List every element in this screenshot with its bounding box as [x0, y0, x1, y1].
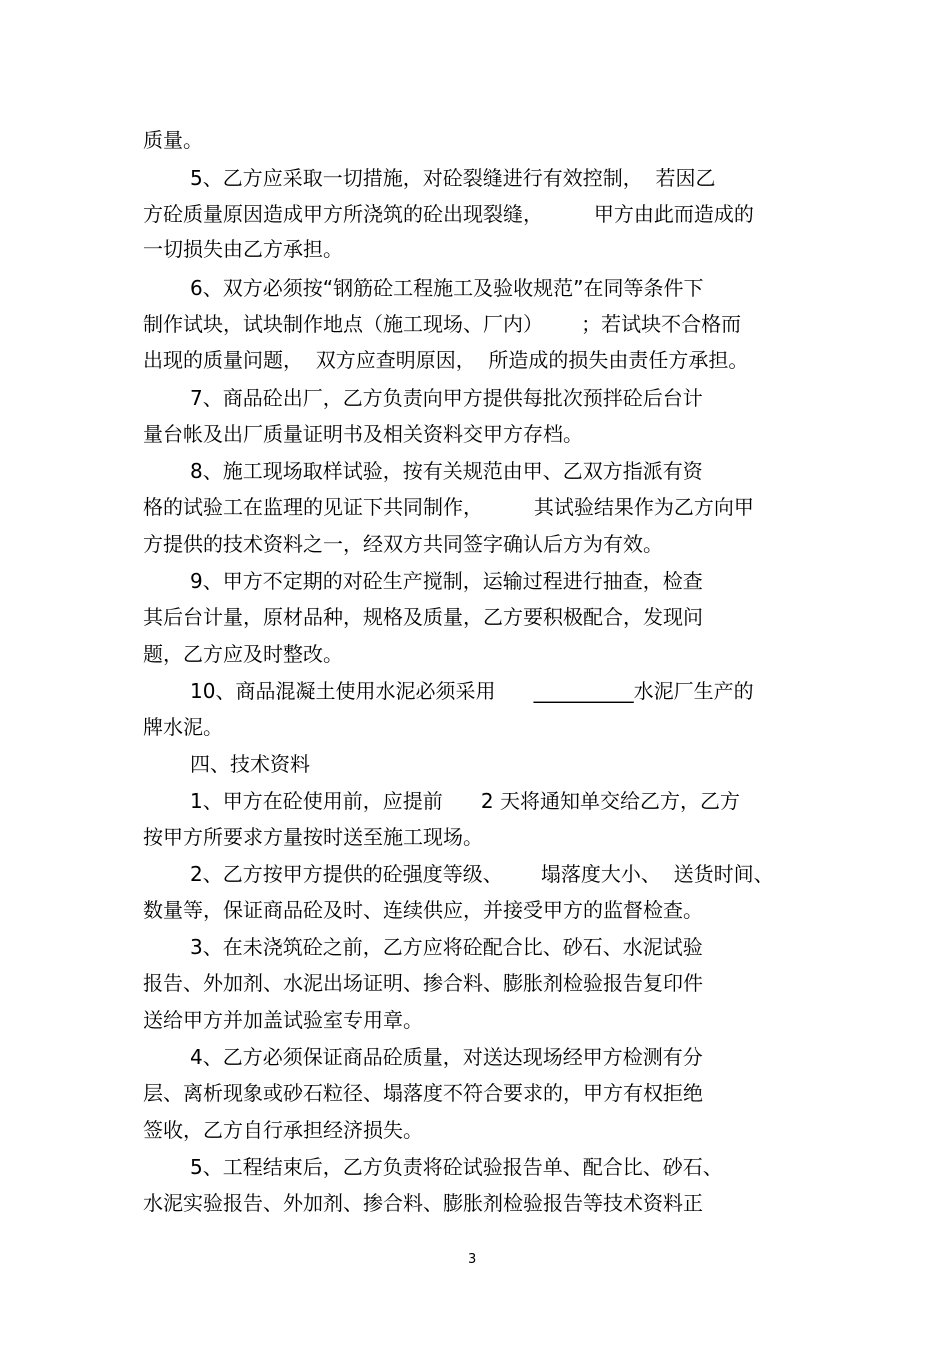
text-line: 按甲方所要求方量按时送至施工现场。 [143, 825, 483, 849]
text-line: 层、离析现象或砂石粒径、塌落度不符合要求的，甲方有权拒绝 [143, 1081, 703, 1105]
text-line: 1、甲方在砼使用前，应提前 2 天将通知单交给乙方，乙方 [190, 789, 740, 813]
text-line: 10、商品混凝土使用水泥必须采用 __________水泥厂生产的 [190, 679, 754, 703]
text-line: 水泥实验报告、外加剂、掺合料、膨胀剂检验报告等技术资料正 [143, 1191, 703, 1215]
text-line: 7、商品砼出厂，乙方负责向甲方提供每批次预拌砼后台计 [190, 386, 703, 410]
text-line: 6、双方必须按“钢筋砼工程施工及验收规范”在同等条件下 [190, 276, 704, 300]
text-line: 质量。 [143, 128, 203, 152]
text-line: 方提供的技术资料之一，经双方共同签字确认后方为有效。 [143, 532, 663, 556]
text-line: 2、乙方按甲方提供的砼强度等级、 塌落度大小、 送货时间、 [190, 862, 774, 886]
text-line: 9、甲方不定期的对砼生产搅制，运输过程进行抽查，检查 [190, 569, 703, 593]
text-line: 4、乙方必须保证商品砼质量，对送达现场经甲方检测有分 [190, 1045, 703, 1069]
text-line: 5、工程结束后，乙方负责将砼试验报告单、配合比、砂石、 [190, 1155, 723, 1179]
text-line: 出现的质量问题， 双方应查明原因， 所造成的损失由责任方承担。 [143, 348, 749, 372]
text-line: 报告、外加剂、水泥出场证明、掺合料、膨胀剂检验报告复印件 [143, 971, 703, 995]
text-line: 一切损失由乙方承担。 [143, 237, 343, 261]
text-line: 制作试块，试块制作地点（施工现场、厂内） ；若试块不合格而 [143, 312, 742, 336]
text-line: 3、在未浇筑砼之前，乙方应将砼配合比、砂石、水泥试验 [190, 935, 703, 959]
text-line: 牌水泥。 [143, 715, 223, 739]
text-line: 题，乙方应及时整改。 [143, 642, 343, 666]
text-line: 8、施工现场取样试验，按有关规范由甲、乙双方指派有资 [190, 459, 703, 483]
text-line: 方砼质量原因造成甲方所浇筑的砼出现裂缝， 甲方由此而造成的 [143, 202, 754, 226]
text-line: 量台帐及出厂质量证明书及相关资料交甲方存档。 [143, 422, 583, 446]
page-number: 3 [468, 1252, 477, 1267]
text-line: 其后台计量，原材品种，规格及质量，乙方要积极配合，发现问 [143, 605, 703, 629]
text-line: 5、乙方应采取一切措施，对砼裂缝进行有效控制， 若因乙 [190, 166, 716, 190]
text-line: 数量等，保证商品砼及时、连续供应，并接受甲方的监督检查。 [143, 898, 703, 922]
text-line: 签收，乙方自行承担经济损失。 [143, 1118, 423, 1142]
section-heading: 四、技术资料 [190, 752, 310, 776]
text-line: 送给甲方并加盖试验室专用章。 [143, 1008, 423, 1032]
text-line: 格的试验工在监理的见证下共同制作， 其试验结果作为乙方向甲 [143, 495, 754, 519]
